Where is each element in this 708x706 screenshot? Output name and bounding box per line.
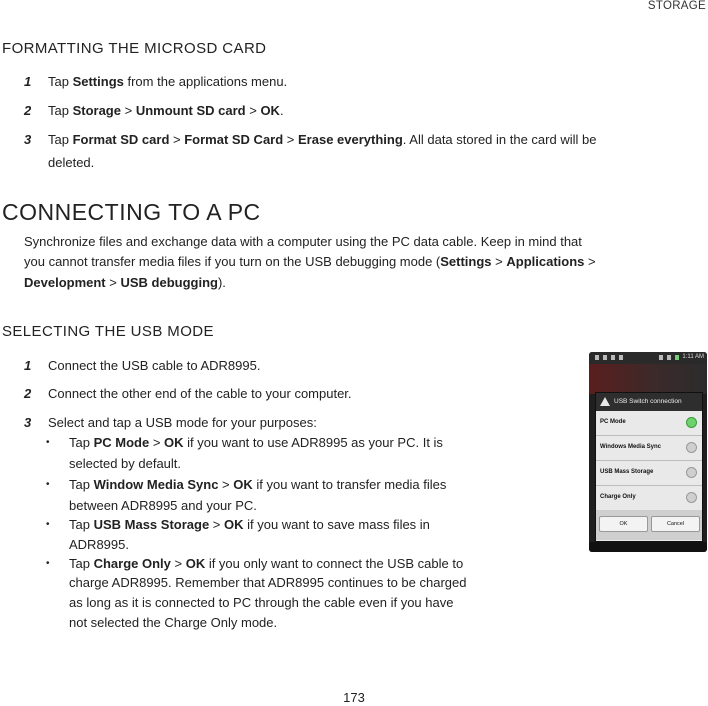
bullet-sep: > (209, 517, 224, 532)
notification-icon (603, 355, 607, 360)
section-title-formatting: FORMATTING THE MICROSD CARD (2, 40, 267, 57)
para-text: you cannot transfer media files if you turn on the USB debugging mode ( (24, 254, 441, 269)
dialog-title-bar (596, 393, 702, 411)
step-text: Connect the USB cable to ADR8995. (48, 358, 261, 373)
step-text: Tap (48, 132, 73, 147)
bullet-text: not selected the Charge Only mode. (69, 615, 278, 630)
section-title-usb-mode: SELECTING THE USB MODE (2, 323, 214, 340)
option-usb-mass-storage[interactable] (596, 461, 702, 486)
step-bold: Unmount SD card (135, 103, 246, 118)
bullet-text: ADR8995. (69, 537, 129, 552)
radio-icon[interactable] (686, 492, 697, 503)
bullet-dot-icon: • (46, 437, 50, 448)
bullet-text: if you only want to connect the USB cable to (205, 556, 464, 571)
signal-icon (659, 355, 663, 360)
running-header: STORAGE (647, 0, 706, 12)
bullet-text: as long as it is connected to PC through the cable even if you have (69, 595, 454, 610)
radio-selected-icon[interactable] (686, 417, 697, 428)
step-bold: Storage (72, 103, 121, 118)
signal-icon (667, 355, 671, 360)
para-text: ). (217, 275, 226, 290)
page-number: 173 (343, 690, 365, 705)
dialog-button-bar (596, 510, 702, 540)
para-sep: > (584, 254, 596, 269)
connecting-line-3 (24, 273, 226, 294)
step-number: 2 (24, 386, 32, 401)
bullet-sep: > (149, 435, 165, 450)
battery-icon (675, 355, 679, 360)
step-text: Tap (48, 103, 73, 118)
bullet-bold: OK (224, 517, 244, 532)
bullet-dot-icon: • (46, 479, 50, 490)
bullet-text: if you want to save mass files in (243, 517, 430, 532)
usb-switch-dialog (595, 392, 703, 542)
step-sep: > (245, 103, 261, 118)
bullet-text: Tap (69, 556, 94, 571)
bullet-bold: PC Mode (93, 435, 150, 450)
radio-icon[interactable] (686, 442, 697, 453)
radio-icon[interactable] (686, 467, 697, 478)
para-bold: Settings (440, 254, 492, 269)
step-text: deleted. (48, 155, 95, 170)
bullet-text: Tap (69, 517, 94, 532)
bullet-sep: > (218, 477, 234, 492)
step-sep: > (120, 103, 136, 118)
warning-icon (600, 397, 610, 406)
usb-icon (611, 355, 615, 360)
para-bold: Applications (506, 254, 585, 269)
section-title-connecting: CONNECTING TO A PC (2, 199, 261, 225)
ok-button[interactable]: OK (599, 516, 648, 532)
option-label: Charge Only (600, 494, 636, 500)
step-number: 2 (24, 103, 32, 118)
step-bold: OK (260, 103, 280, 118)
option-label: PC Mode (600, 419, 626, 425)
bullet-dot-icon: • (46, 519, 50, 530)
para-bold: USB debugging (120, 275, 218, 290)
option-label: Windows Media Sync (600, 444, 661, 450)
bullet-text: Tap (69, 435, 94, 450)
bullet-bold: USB Mass Storage (93, 517, 210, 532)
para-bold: Development (24, 275, 106, 290)
option-charge-only[interactable] (596, 486, 702, 511)
phone-screenshot (589, 352, 707, 552)
para-sep: > (105, 275, 121, 290)
bullet-text: between ADR8995 and your PC. (69, 498, 257, 513)
step-number: 1 (24, 358, 32, 373)
phone-wallpaper (589, 364, 707, 394)
bullet-text: charge ADR8995. Remember that ADR8995 continues to be charged (69, 575, 467, 590)
phone-dock (589, 542, 707, 552)
step-text: . All data stored in the card will be (402, 132, 597, 147)
bullet-text: if you want to use ADR8995 as your PC. It is (183, 435, 443, 450)
step-number: 3 (24, 415, 32, 430)
bullet-bold: OK (233, 477, 253, 492)
step-text: Tap (48, 74, 73, 89)
para-sep: > (491, 254, 507, 269)
connecting-line-1: Synchronize files and exchange data with a computer using the PC data cable. Keep in mind that (24, 234, 582, 249)
bullet-text: Tap (69, 477, 94, 492)
dialog-title: USB Switch connection (614, 398, 682, 405)
step-text: . (279, 103, 284, 118)
notification-icon (595, 355, 599, 360)
option-label: USB Mass Storage (600, 469, 654, 475)
step-text: Connect the other end of the cable to your computer. (48, 386, 352, 401)
step-bold: Format SD Card (184, 132, 284, 147)
bullet-bold: OK (164, 435, 184, 450)
bullet-text: selected by default. (69, 456, 182, 471)
bullet-bold: Window Media Sync (93, 477, 219, 492)
bullet-bold: Charge Only (93, 556, 171, 571)
step-number: 1 (24, 74, 32, 89)
cancel-button[interactable]: Cancel (651, 516, 700, 532)
option-pc-mode[interactable] (596, 411, 702, 436)
step-sep: > (169, 132, 185, 147)
option-windows-media-sync[interactable] (596, 436, 702, 461)
bullet-bold: OK (185, 556, 206, 571)
bullet-text: if you want to transfer media files (252, 477, 447, 492)
phone-status-bar (589, 352, 707, 364)
step-number: 3 (24, 132, 32, 147)
notification-icon (619, 355, 623, 360)
connecting-line-2 (24, 252, 596, 273)
step-text: from the applications menu. (123, 74, 288, 89)
step-bold: Format SD card (72, 132, 170, 147)
step-text: Select and tap a USB mode for your purposes: (48, 415, 317, 430)
step-bold: Settings (72, 74, 124, 89)
bullet-sep: > (170, 556, 186, 571)
phone-clock: 1:11 AM (682, 354, 704, 360)
step-sep: > (283, 132, 299, 147)
bullet-dot-icon: • (46, 558, 50, 569)
step-bold: Erase everything (298, 132, 403, 147)
